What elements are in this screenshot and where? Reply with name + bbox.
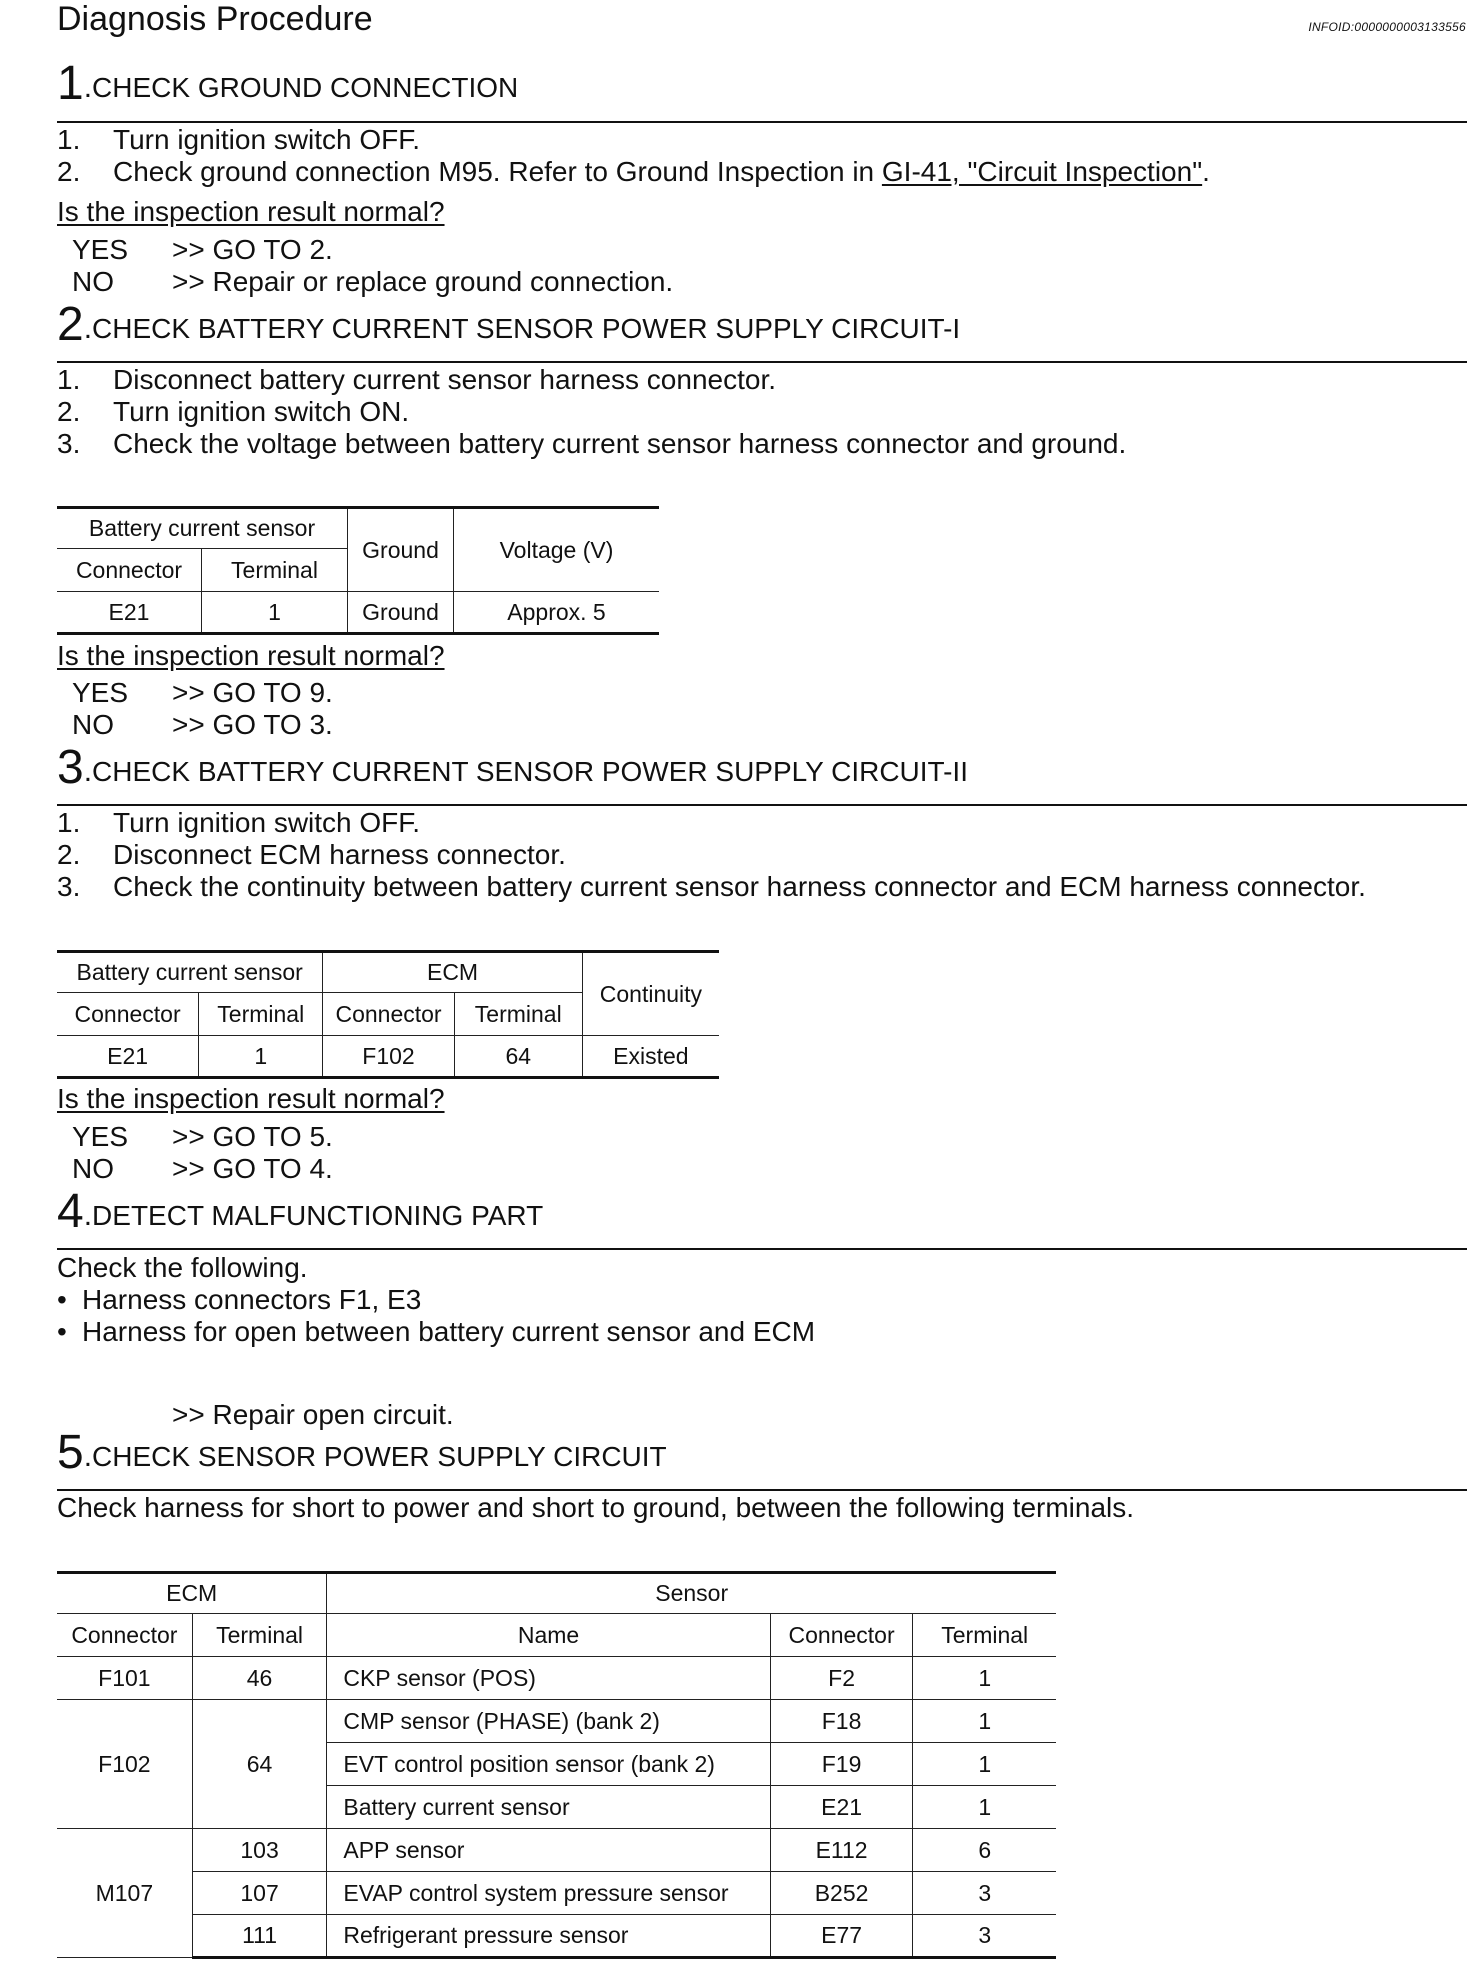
step-title: DETECT MALFUNCTIONING PART <box>92 1200 544 1231</box>
step-intro: Check the following. <box>57 1252 308 1283</box>
table-cell: EVT control position sensor (bank 2) <box>327 1743 770 1786</box>
instruction-item: 3. Check the voltage between battery current sensor harness connector and ground. <box>57 428 1127 459</box>
divider <box>57 361 1467 363</box>
header-cell: Terminal <box>913 1614 1056 1657</box>
header-cell: Terminal <box>192 1614 327 1657</box>
table-cell: E77 <box>770 1915 913 1958</box>
header-cell: Sensor <box>327 1573 1056 1614</box>
table-cell: EVAP control system pressure sensor <box>327 1872 770 1915</box>
table-cell: 1 <box>202 592 348 634</box>
table-cell: 107 <box>192 1872 327 1915</box>
no-answer: NO >> Repair or replace ground connection. <box>72 266 674 297</box>
info-id: INFOID:0000000003133556 <box>1308 20 1466 34</box>
instruction-item: 2. Turn ignition switch ON. <box>57 396 410 427</box>
header-cell: Connector <box>770 1614 913 1657</box>
step-3-heading: 3.CHECK BATTERY CURRENT SENSOR POWER SUPPLY CIRCUIT-II <box>57 741 968 794</box>
header-cell: Battery current sensor <box>57 952 323 993</box>
voltage-table <box>57 506 659 635</box>
inspection-question: Is the inspection result normal? <box>57 640 445 671</box>
step-2-heading: 2.CHECK BATTERY CURRENT SENSOR POWER SUPPLY CIRCUIT-I <box>57 298 961 351</box>
table-cell: F101 <box>57 1657 192 1700</box>
table-cell: 1 <box>913 1700 1056 1743</box>
header-cell: ECM <box>323 952 582 993</box>
header-cell: Connector <box>57 1614 192 1657</box>
table-cell: F102 <box>57 1700 192 1829</box>
header-cell: ECM <box>57 1573 327 1614</box>
table-row <box>57 1829 1056 1872</box>
no-answer: NO >> GO TO 4. <box>72 1153 333 1184</box>
yes-answer: YES >> GO TO 5. <box>72 1121 333 1152</box>
step-5-heading: 5.CHECK SENSOR POWER SUPPLY CIRCUIT <box>57 1426 667 1479</box>
continuity-table <box>57 950 719 1079</box>
table-cell: E21 <box>57 592 202 634</box>
table-cell: B252 <box>770 1872 913 1915</box>
inspection-question: Is the inspection result normal? <box>57 196 445 227</box>
instruction-item: 1. Turn ignition switch OFF. <box>57 807 421 838</box>
table-cell: APP sensor <box>327 1829 770 1872</box>
header-cell: Connector <box>57 993 199 1036</box>
bullet-item: • Harness for open between battery current sensor and ECM <box>57 1316 816 1347</box>
table-cell: F102 <box>323 1036 454 1078</box>
table-cell: 3 <box>913 1915 1056 1958</box>
bullet-item: • Harness connectors F1, E3 <box>57 1284 422 1315</box>
step-number: 3 <box>57 741 84 794</box>
header-cell: Battery current sensor <box>57 508 348 549</box>
table-cell: 64 <box>192 1700 327 1829</box>
table-cell: F2 <box>770 1657 913 1700</box>
yes-answer: YES >> GO TO 2. <box>72 234 333 265</box>
table-cell: E21 <box>770 1786 913 1829</box>
table-cell: Battery current sensor <box>327 1786 770 1829</box>
step-4-heading: 4.DETECT MALFUNCTIONING PART <box>57 1185 544 1238</box>
instruction-item: 2. Check ground connection M95. Refer to Ground Inspection in GI-41, "Circuit Inspection". <box>57 156 1210 187</box>
table-cell: E21 <box>57 1036 199 1078</box>
step-number: 1 <box>57 57 84 110</box>
step-title: CHECK BATTERY CURRENT SENSOR POWER SUPPLY CIRCUIT-II <box>92 756 968 787</box>
table-cell: 3 <box>913 1872 1056 1915</box>
step-title: CHECK BATTERY CURRENT SENSOR POWER SUPPLY CIRCUIT-I <box>92 313 961 344</box>
table-cell: F19 <box>770 1743 913 1786</box>
header-cell: Connector <box>323 993 454 1036</box>
divider <box>57 121 1467 123</box>
terminals-table <box>57 1571 1056 1959</box>
step-number: 4 <box>57 1185 84 1238</box>
no-answer: NO >> GO TO 3. <box>72 709 333 740</box>
instruction-item: 1. Disconnect battery current sensor harness connector. <box>57 364 777 395</box>
instruction-item: 2. Disconnect ECM harness connector. <box>57 839 566 870</box>
divider <box>57 1489 1467 1491</box>
table-cell: M107 <box>57 1829 192 1958</box>
header-cell: Terminal <box>202 549 348 592</box>
step-number: 5 <box>57 1426 84 1479</box>
divider <box>57 804 1467 806</box>
header-cell: Terminal <box>199 993 323 1036</box>
table-cell: Ground <box>348 592 454 634</box>
table-row <box>57 1915 1056 1958</box>
table-cell: CKP sensor (POS) <box>327 1657 770 1700</box>
inspection-question: Is the inspection result normal? <box>57 1083 445 1114</box>
table-cell: 111 <box>192 1915 327 1958</box>
header-cell: Name <box>327 1614 770 1657</box>
table-cell: 1 <box>913 1657 1056 1700</box>
table-cell: CMP sensor (PHASE) (bank 2) <box>327 1700 770 1743</box>
table-cell: 1 <box>913 1743 1056 1786</box>
table-cell: Approx. 5 <box>454 592 660 634</box>
table-cell: 1 <box>199 1036 323 1078</box>
table-cell: 46 <box>192 1657 327 1700</box>
instruction-item: 3. Check the continuity between battery current sensor harness connector and ECM harness connector. <box>57 871 1366 902</box>
step-title: CHECK GROUND CONNECTION <box>92 72 519 103</box>
step-title: CHECK SENSOR POWER SUPPLY CIRCUIT <box>92 1441 667 1472</box>
header-cell: Ground <box>348 508 454 592</box>
table-cell: Refrigerant pressure sensor <box>327 1915 770 1958</box>
action-text: >> Repair open circuit. <box>172 1399 454 1430</box>
step-intro: Check harness for short to power and short to ground, between the following terminals. <box>57 1492 1135 1523</box>
divider <box>57 1248 1467 1250</box>
header-cell: Terminal <box>454 993 582 1036</box>
table-row <box>57 1872 1056 1915</box>
table-cell: E112 <box>770 1829 913 1872</box>
table-cell: 103 <box>192 1829 327 1872</box>
table-cell: Existed <box>582 1036 719 1078</box>
table-cell: 6 <box>913 1829 1056 1872</box>
header-cell: Voltage (V) <box>454 508 660 592</box>
instruction-item: 1. Turn ignition switch OFF. <box>57 124 421 155</box>
header-cell: Connector <box>57 549 202 592</box>
page-title: Diagnosis Procedure <box>57 0 373 38</box>
step-1-heading: 1.CHECK GROUND CONNECTION <box>57 57 519 110</box>
table-cell: 1 <box>913 1786 1056 1829</box>
step-number: 2 <box>57 298 84 351</box>
table-row <box>57 1700 1056 1743</box>
table-row <box>57 1657 1056 1700</box>
table-cell: 64 <box>454 1036 582 1078</box>
gi-41-link[interactable]: GI-41, "Circuit Inspection" <box>881 156 1203 187</box>
header-cell: Continuity <box>582 952 719 1036</box>
table-cell: F18 <box>770 1700 913 1743</box>
yes-answer: YES >> GO TO 9. <box>72 677 333 708</box>
